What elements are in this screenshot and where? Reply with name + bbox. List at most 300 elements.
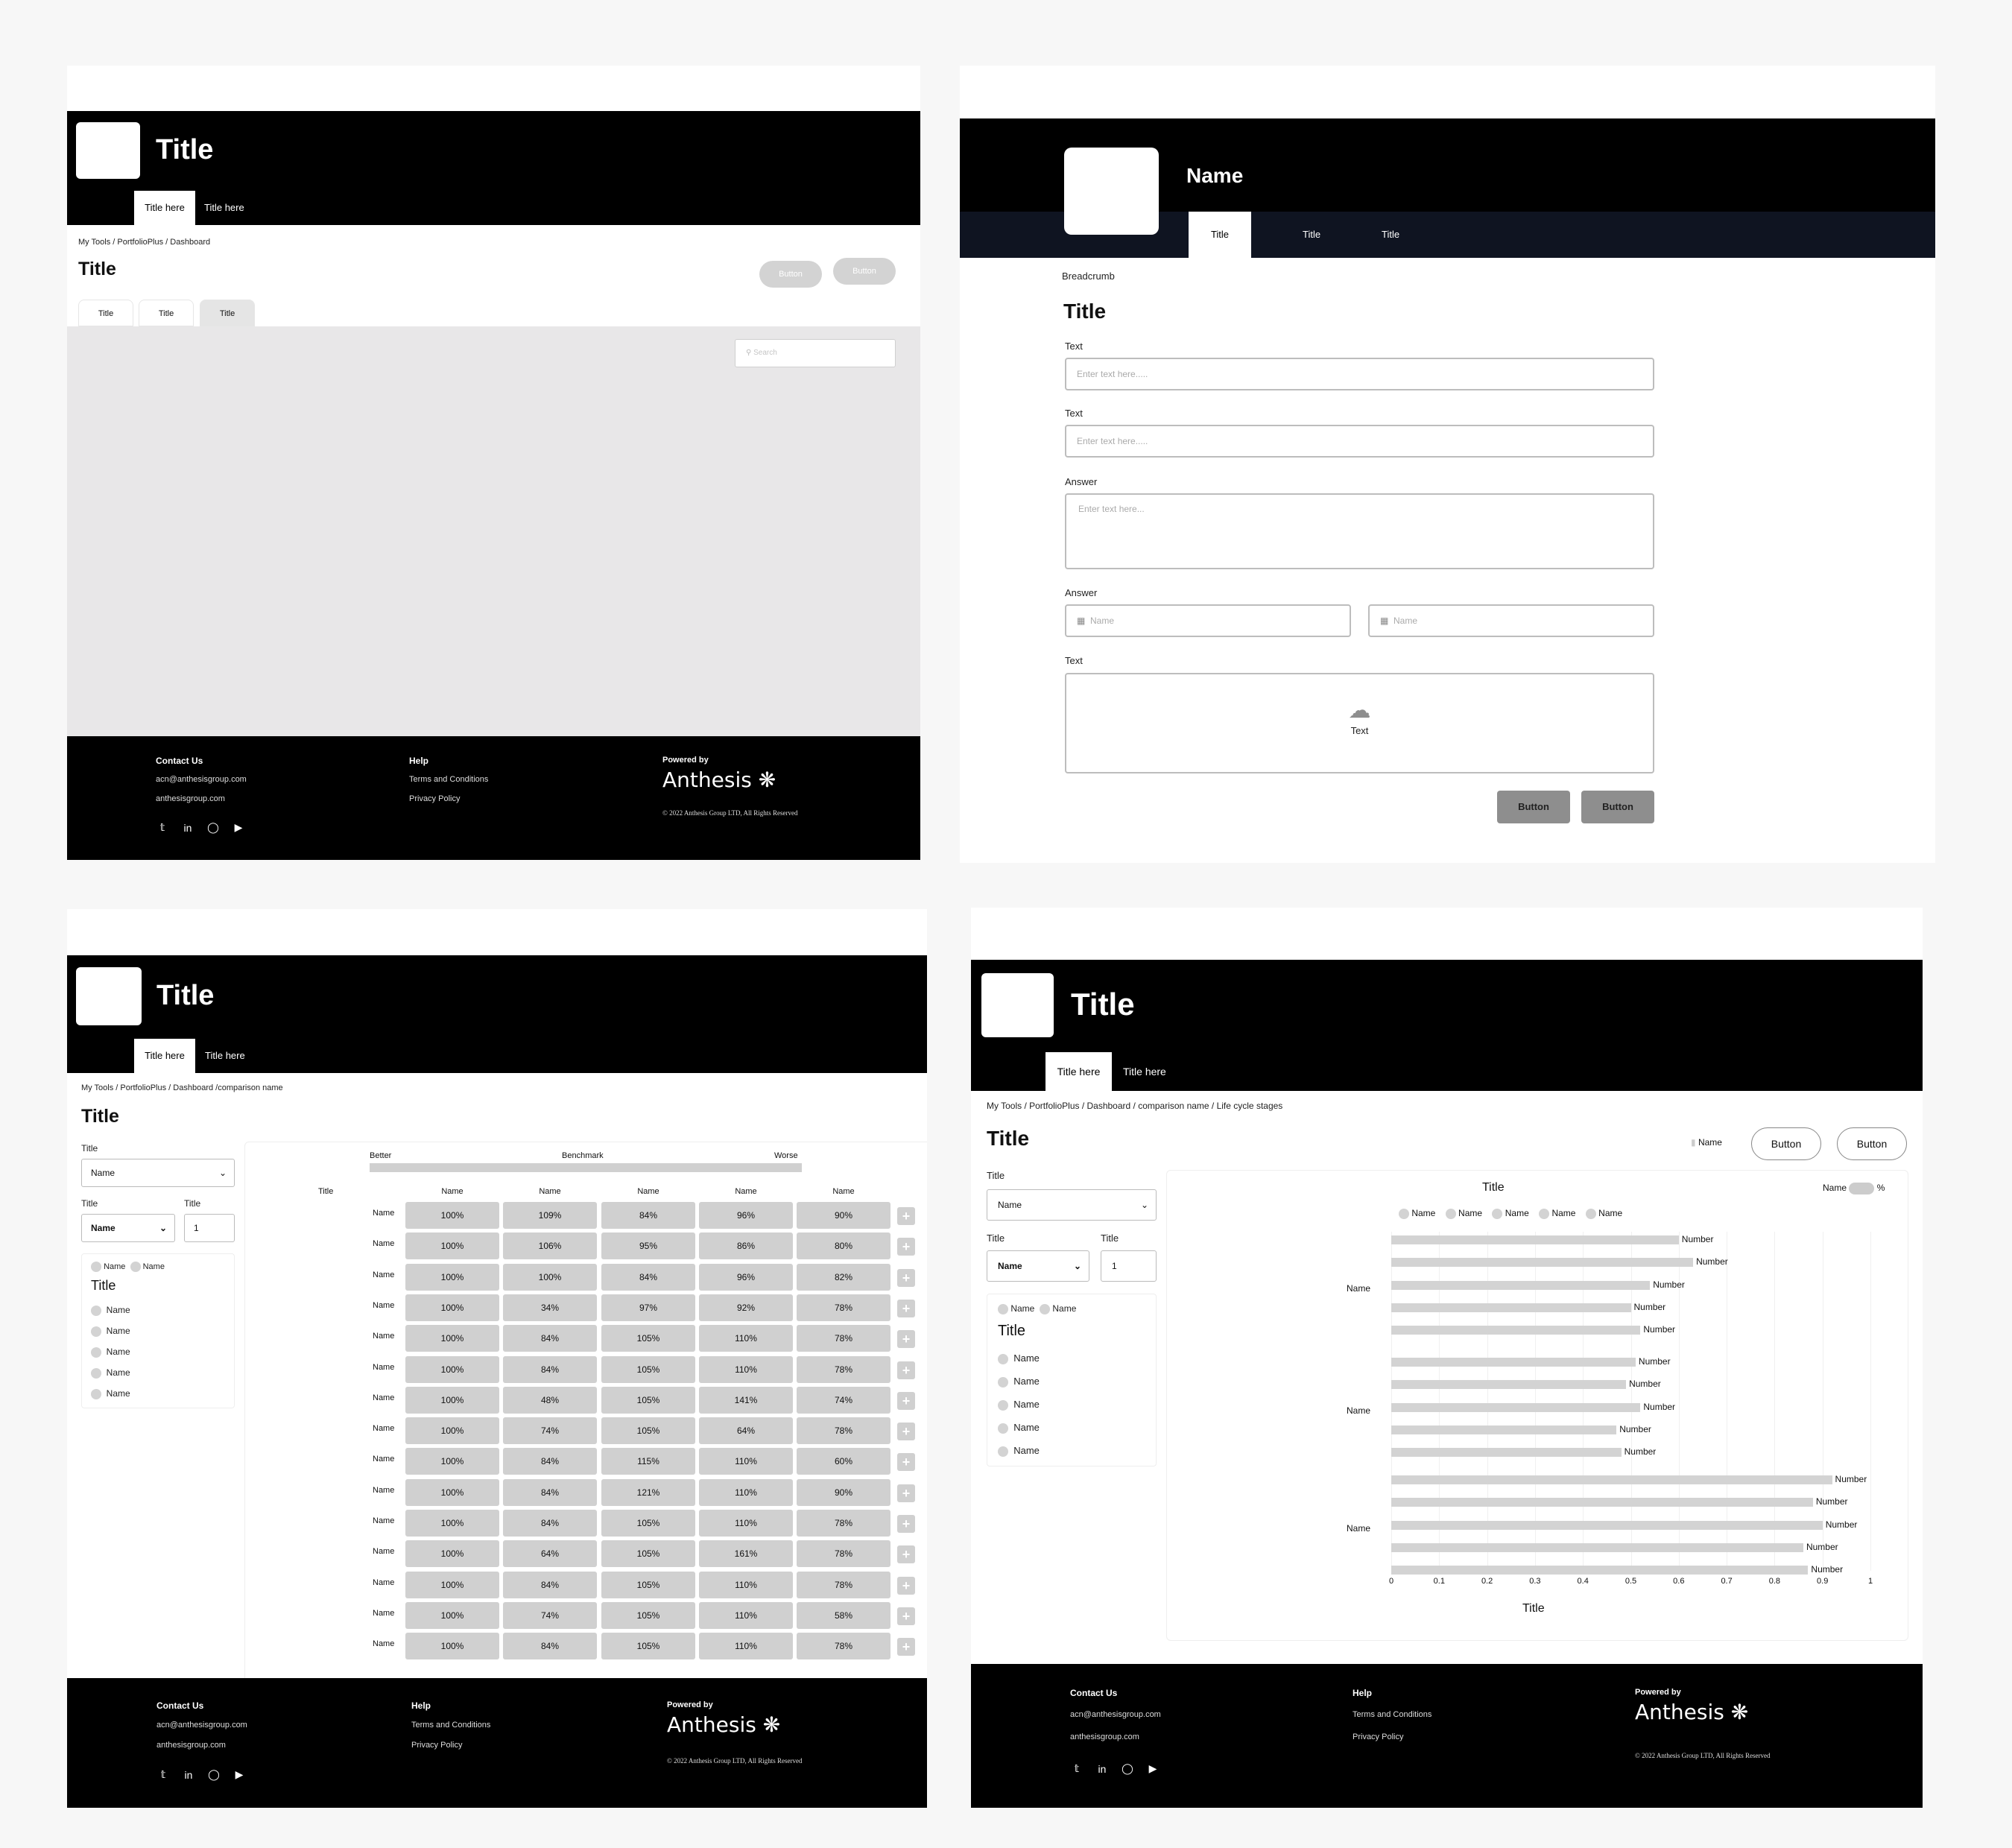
table-cell: 90% [797,1202,890,1229]
file-upload-dropzone[interactable] [1065,673,1654,773]
bar-value-label: Number [1811,1564,1844,1575]
breadcrumb: My Tools / PortfolioPlus / Dashboard /comparison name [81,1083,283,1092]
radio-icon[interactable] [91,1262,101,1272]
list-item[interactable] [91,1305,130,1326]
x-tick-label: 0.5 [1625,1577,1637,1586]
legend-swatch [1539,1209,1549,1219]
row-header: Title [318,1187,334,1196]
list-item-label: Name [1013,1399,1040,1410]
footer-help-heading: Help [1353,1688,1373,1698]
legend-name-2: Name [1052,1303,1077,1314]
header-title: Title [156,980,215,1011]
table-cell: 110% [699,1448,793,1475]
file-name: Name [1698,1137,1722,1148]
youtube-icon[interactable]: ▶ [1148,1762,1157,1774]
instagram-icon[interactable]: ◯ [208,1768,220,1780]
row-label: Name [373,1300,395,1310]
column-header: Name [832,1187,855,1196]
legend-swatch [1492,1209,1502,1219]
chart-bar [1391,1448,1622,1457]
footer [67,736,920,860]
row-label: Name [373,1270,395,1279]
powered-by: Powered by [662,756,709,765]
table-cell: 100% [405,1356,499,1383]
table-cell: 105% [601,1417,695,1444]
twitter-icon[interactable]: 𝕥 [159,821,165,833]
chart-bar [1391,1475,1832,1484]
chevron-down-icon: ⌄ [218,1168,227,1178]
header-name: Name [1186,164,1244,187]
bar-value-label: Number [1696,1256,1728,1268]
x-tick-label: 1 [1867,1577,1873,1586]
add-row-button[interactable]: + [897,1269,915,1287]
bar-value-label: Number [1681,1234,1714,1244]
x-tick-label: 0.1 [1433,1577,1445,1586]
copyright: © 2022 Anthesis Group LTD, All Rights Reserved [662,809,798,817]
legend-swatch [1586,1209,1596,1219]
date-input-1[interactable] [1065,604,1351,637]
gridline [1870,1232,1871,1571]
linkedin-icon[interactable]: in [1098,1762,1107,1775]
list-item-label: Name [1013,1352,1040,1364]
instagram-icon[interactable]: ◯ [207,821,219,833]
table-cell: 100% [405,1264,499,1291]
file-item[interactable] [1691,1137,1722,1148]
button-1[interactable]: Button [1751,1127,1821,1160]
button-1[interactable]: Button [759,261,822,288]
brand-logo [1635,1700,1748,1724]
radio-icon[interactable] [1040,1304,1050,1314]
twitter-icon[interactable]: 𝕥 [160,1768,166,1780]
footer [971,1664,1923,1808]
comparison-table-screen [67,909,927,1808]
table-cell: 74% [503,1417,597,1444]
add-row-button[interactable]: + [897,1423,915,1440]
chevron-down-icon: ⌄ [159,1223,167,1233]
row-label: Name [373,1485,395,1495]
scale-benchmark: Benchmark [562,1151,604,1160]
filter2-select[interactable] [987,1250,1089,1282]
y-category-label: Name [1347,1523,1371,1534]
table-cell: 92% [699,1294,793,1321]
radio-icon [91,1306,101,1316]
add-row-button[interactable]: + [897,1238,915,1256]
nav-tab-1[interactable]: Title here [1045,1052,1112,1091]
chart-bar [1391,1258,1693,1267]
toggle-switch[interactable] [1849,1183,1874,1194]
footer-site[interactable]: anthesisgroup.com [156,1741,226,1750]
table-cell: 105% [601,1356,695,1383]
filter3-label: Title [184,1198,201,1209]
add-row-button[interactable]: + [897,1577,915,1595]
panel-list [91,1305,130,1409]
table-cell: 84% [503,1356,597,1383]
logo-placeholder [1064,148,1159,235]
radio-icon [998,1400,1008,1411]
table-cell: 84% [601,1264,695,1291]
table-cell: 110% [699,1633,793,1659]
table-cell: 64% [699,1417,793,1444]
dashboard-screen [67,66,920,860]
chart-legend [1399,1208,1622,1219]
column-header: Name [637,1187,659,1196]
radio-icon[interactable] [998,1304,1008,1314]
panel-list [998,1352,1040,1468]
table-cell: 100% [405,1387,499,1414]
add-row-button[interactable]: + [897,1515,915,1533]
chart-bar [1391,1303,1631,1312]
table-cell: 64% [503,1540,597,1567]
nav-tab-2[interactable]: Title here [204,202,244,213]
calendar-icon: ▦ [1380,616,1389,626]
search-icon: ⚲ [746,349,752,357]
footer-site[interactable]: anthesisgroup.com [1070,1732,1139,1741]
footer-privacy[interactable]: Privacy Policy [1353,1732,1404,1741]
text-label-1: Text [1065,341,1083,352]
table-cell: 78% [797,1356,890,1383]
answer-textarea[interactable]: Enter text here... [1065,493,1654,569]
table-cell: 78% [797,1294,890,1321]
table-cell: 100% [405,1633,499,1659]
tab-3[interactable]: Title [200,300,255,326]
table-cell: 110% [699,1325,793,1352]
table-cell: 74% [503,1602,597,1629]
table-cell: 78% [797,1572,890,1598]
list-item-label: Name [106,1305,130,1315]
content-area [67,326,920,736]
list-item-label: Name [1013,1445,1040,1456]
nav-tab-3[interactable]: Title [1382,229,1400,240]
chart-bar [1391,1380,1626,1389]
y-category-label: Name [1347,1405,1371,1416]
table-cell: 78% [797,1325,890,1352]
legend-name-1: Name [1010,1303,1035,1314]
filter-select-value: Name [91,1168,116,1178]
radio-icon [998,1423,1008,1434]
add-row-button[interactable]: + [897,1392,915,1410]
button-2[interactable]: Button [1837,1127,1907,1160]
chart-bar [1391,1403,1640,1412]
radio-icon [998,1446,1008,1457]
anthesis-mark-icon: ❋ [1730,1700,1749,1724]
upload-text: Text [1350,725,1369,736]
date-input-2[interactable] [1368,604,1654,637]
add-row-button[interactable]: + [897,1361,915,1379]
table-cell: 84% [503,1510,597,1537]
button-1[interactable]: Button [1497,791,1570,823]
table-cell: 96% [699,1202,793,1229]
anthesis-mark-icon: ❋ [758,768,776,792]
list-item[interactable] [91,1367,130,1388]
breadcrumb: Breadcrumb [1062,270,1115,282]
page-title: Title [1063,300,1107,323]
logo-placeholder [981,973,1054,1037]
calendar-icon: ▦ [1077,616,1086,626]
table-cell: 141% [699,1387,793,1414]
social-links [156,821,245,834]
file-icon: ▮ [1691,1137,1696,1148]
date-placeholder-2: Name [1393,616,1418,626]
table-cell: 100% [405,1325,499,1352]
table-cell: 105% [601,1387,695,1414]
logo-placeholder [76,967,142,1025]
row-label: Name [373,1639,395,1649]
table-cell: 90% [797,1479,890,1506]
table-cell: 48% [503,1387,597,1414]
footer-email[interactable]: acn@anthesisgroup.com [156,775,247,784]
table-cell: 100% [405,1540,499,1567]
legend-label: Name [1505,1208,1529,1218]
list-item-label: Name [106,1347,130,1357]
bar-value-label: Number [1643,1324,1676,1335]
footer-help-heading: Help [409,756,429,766]
row-label: Name [373,1362,395,1372]
add-row-button[interactable]: + [897,1545,915,1563]
column-header: Name [539,1187,561,1196]
linkedin-icon[interactable]: in [184,1768,193,1781]
toggle-unit: % [1876,1183,1885,1194]
list-item[interactable] [998,1376,1040,1399]
table-cell: 106% [503,1232,597,1259]
table-cell: 58% [797,1602,890,1629]
chart-bar [1391,1235,1679,1244]
table-cell: 105% [601,1572,695,1598]
table-cell: 84% [601,1202,695,1229]
table-cell: 100% [405,1479,499,1506]
footer-email[interactable]: acn@anthesisgroup.com [156,1721,247,1730]
filter2-label: Title [81,1198,98,1209]
table-cell: 84% [503,1572,597,1598]
linkedin-icon[interactable]: in [183,821,192,834]
row-label: Name [373,1608,395,1618]
table-cell: 100% [405,1572,499,1598]
nav-tab-1[interactable]: Title here [134,1039,195,1073]
table-cell: 96% [699,1264,793,1291]
tab-1[interactable]: Title [78,300,133,326]
table-cell: 80% [797,1232,890,1259]
nav-tab-2[interactable]: Title here [205,1050,245,1061]
nav-tab-2[interactable]: Title here [1123,1066,1166,1078]
tab-2[interactable]: Title [139,300,194,326]
table-cell: 100% [405,1602,499,1629]
list-item[interactable] [998,1422,1040,1445]
search-input[interactable] [735,339,896,367]
bar-value-label: Number [1619,1423,1651,1434]
list-item[interactable] [998,1399,1040,1422]
table-cell: 110% [699,1572,793,1598]
table-cell: 100% [503,1264,597,1291]
page-title: Title [78,259,116,279]
logo-placeholder [76,122,140,179]
text-input-2[interactable]: Enter text here..... [1065,425,1654,458]
list-item[interactable] [91,1326,130,1347]
list-item-label: Name [106,1388,130,1399]
table-cell: 161% [699,1540,793,1567]
table-cell: 100% [405,1510,499,1537]
table-cell: 105% [601,1510,695,1537]
table-cell: 86% [699,1232,793,1259]
add-row-button[interactable]: + [897,1607,915,1625]
footer-help-heading: Help [411,1700,431,1711]
filter-select[interactable] [987,1189,1157,1221]
button-2[interactable]: Button [833,258,896,285]
table-cell: 78% [797,1510,890,1537]
list-item[interactable] [91,1388,130,1409]
header-title: Title [1071,987,1135,1022]
brand-name: Anthesis [667,1712,756,1737]
scale-better: Better [370,1151,392,1160]
filter-select-value: Name [998,1200,1022,1210]
bar-value-label: Number [1643,1401,1676,1412]
footer-email[interactable]: acn@anthesisgroup.com [1070,1710,1161,1719]
table-cell: 110% [699,1479,793,1506]
table-cell: 100% [405,1294,499,1321]
filter3-label: Title [1101,1232,1119,1244]
list-item-label: Name [1013,1376,1040,1387]
table-cell: 100% [405,1448,499,1475]
row-label: Name [373,1578,395,1587]
table-cell: 110% [699,1510,793,1537]
table-cell: 74% [797,1387,890,1414]
social-links [1070,1762,1160,1775]
row-label: Name [373,1455,395,1464]
table-cell: 34% [503,1294,597,1321]
list-item[interactable] [998,1445,1040,1468]
radio-icon [91,1347,101,1358]
x-tick-label: 0.9 [1817,1577,1829,1586]
footer-terms[interactable]: Terms and Conditions [411,1721,491,1730]
panel-title: Title [91,1278,116,1293]
list-item[interactable] [998,1352,1040,1376]
radio-icon [91,1368,101,1379]
table-cell: 78% [797,1633,890,1659]
filter-select[interactable] [81,1159,235,1187]
brand-name: Anthesis [662,768,752,792]
twitter-icon[interactable]: 𝕥 [1074,1762,1080,1774]
table-cell: 84% [503,1479,597,1506]
bar-value-label: Number [1806,1541,1838,1552]
chevron-down-icon: ⌄ [1140,1200,1148,1210]
table-cell: 84% [503,1325,597,1352]
copyright: © 2022 Anthesis Group LTD, All Rights Reserved [667,1757,803,1765]
list-item-label: Name [106,1367,130,1378]
youtube-icon[interactable]: ▶ [235,1768,244,1780]
nav-tab-2[interactable]: Title [1303,229,1321,240]
nav-tab-1[interactable]: Title [1189,212,1251,258]
header-bar [971,960,1923,1091]
filter2-select-value: Name [91,1223,116,1233]
legend-toggles [91,1262,165,1272]
row-label: Name [373,1393,395,1402]
chart-screen [971,908,1923,1808]
legend-label: Name [1411,1208,1436,1218]
scale-worse: Worse [774,1151,798,1160]
list-item-label: Name [106,1326,130,1336]
list-item-label: Name [1013,1422,1040,1433]
answer-label-2: Answer [1065,587,1098,598]
table-cell: 105% [601,1540,695,1567]
text-label-2: Text [1065,408,1083,419]
youtube-icon[interactable]: ▶ [234,821,243,833]
filter2-label: Title [987,1232,1005,1244]
filter2-select[interactable] [81,1214,175,1242]
button-2[interactable]: Button [1581,791,1654,823]
radio-icon [91,1326,101,1337]
upload-label: Text [1065,655,1083,666]
chart-bar [1391,1543,1803,1552]
header-bar [67,955,927,1073]
footer-privacy[interactable]: Privacy Policy [411,1741,463,1750]
add-row-button[interactable]: + [897,1484,915,1502]
social-links [156,1768,246,1781]
legend-label: Name [1598,1208,1623,1218]
add-row-button[interactable]: + [897,1330,915,1348]
footer-site[interactable]: anthesisgroup.com [156,794,225,803]
legend-panel [81,1253,235,1408]
bar-value-label: Number [1653,1279,1685,1290]
legend-label: Name [1458,1208,1483,1218]
column-header: Name [735,1187,757,1196]
table-cell: 84% [503,1633,597,1659]
footer-contact-heading: Contact Us [1070,1688,1118,1698]
add-row-button[interactable]: + [897,1207,915,1225]
add-row-button[interactable]: + [897,1638,915,1656]
x-axis-title: Title [1522,1602,1545,1615]
list-item[interactable] [91,1347,130,1367]
powered-by: Powered by [1635,1688,1681,1697]
row-label: Name [373,1547,395,1557]
footer-privacy[interactable]: Privacy Policy [409,794,461,803]
page-title: Title [987,1127,1030,1150]
bar-value-label: Number [1633,1301,1666,1312]
chart-bar [1391,1425,1616,1434]
quantity-input[interactable]: 1 [184,1214,235,1242]
add-row-button[interactable]: + [897,1453,915,1471]
x-tick-label: 0 [1388,1577,1394,1586]
footer-terms[interactable]: Terms and Conditions [409,775,489,784]
footer-contact-heading: Contact Us [156,1700,204,1711]
table-cell: 105% [601,1325,695,1352]
x-tick-label: 0.8 [1768,1577,1781,1586]
brand-logo [667,1712,780,1737]
search-placeholder: Search [753,349,777,357]
row-label: Name [373,1332,395,1341]
bar-value-label: Number [1629,1379,1661,1390]
text-input-1[interactable]: Enter text here..... [1065,358,1654,390]
brand-name: Anthesis [1635,1700,1724,1724]
filter2-select-value: Name [998,1261,1022,1271]
footer-terms[interactable]: Terms and Conditions [1353,1710,1432,1719]
breadcrumb: My Tools / PortfolioPlus / Dashboard [78,238,211,247]
table-cell: 110% [699,1356,793,1383]
percent-toggle[interactable] [1823,1183,1885,1194]
filter-label: Title [987,1170,1005,1181]
brand-logo [662,768,776,792]
bar-value-label: Number [1825,1519,1858,1530]
table-cell: 78% [797,1540,890,1567]
radio-icon[interactable] [130,1262,141,1272]
nav-tab-1[interactable]: Title here [134,191,195,225]
add-row-button[interactable]: + [897,1300,915,1317]
quantity-input[interactable]: 1 [1101,1250,1157,1282]
instagram-icon[interactable]: ◯ [1122,1762,1133,1774]
header-title: Title [156,134,214,165]
bar-value-label: Number [1835,1474,1867,1484]
row-label: Name [373,1424,395,1434]
table-cell: 115% [601,1448,695,1475]
table-cell: 100% [405,1202,499,1229]
y-category-label: Name [1347,1283,1371,1294]
